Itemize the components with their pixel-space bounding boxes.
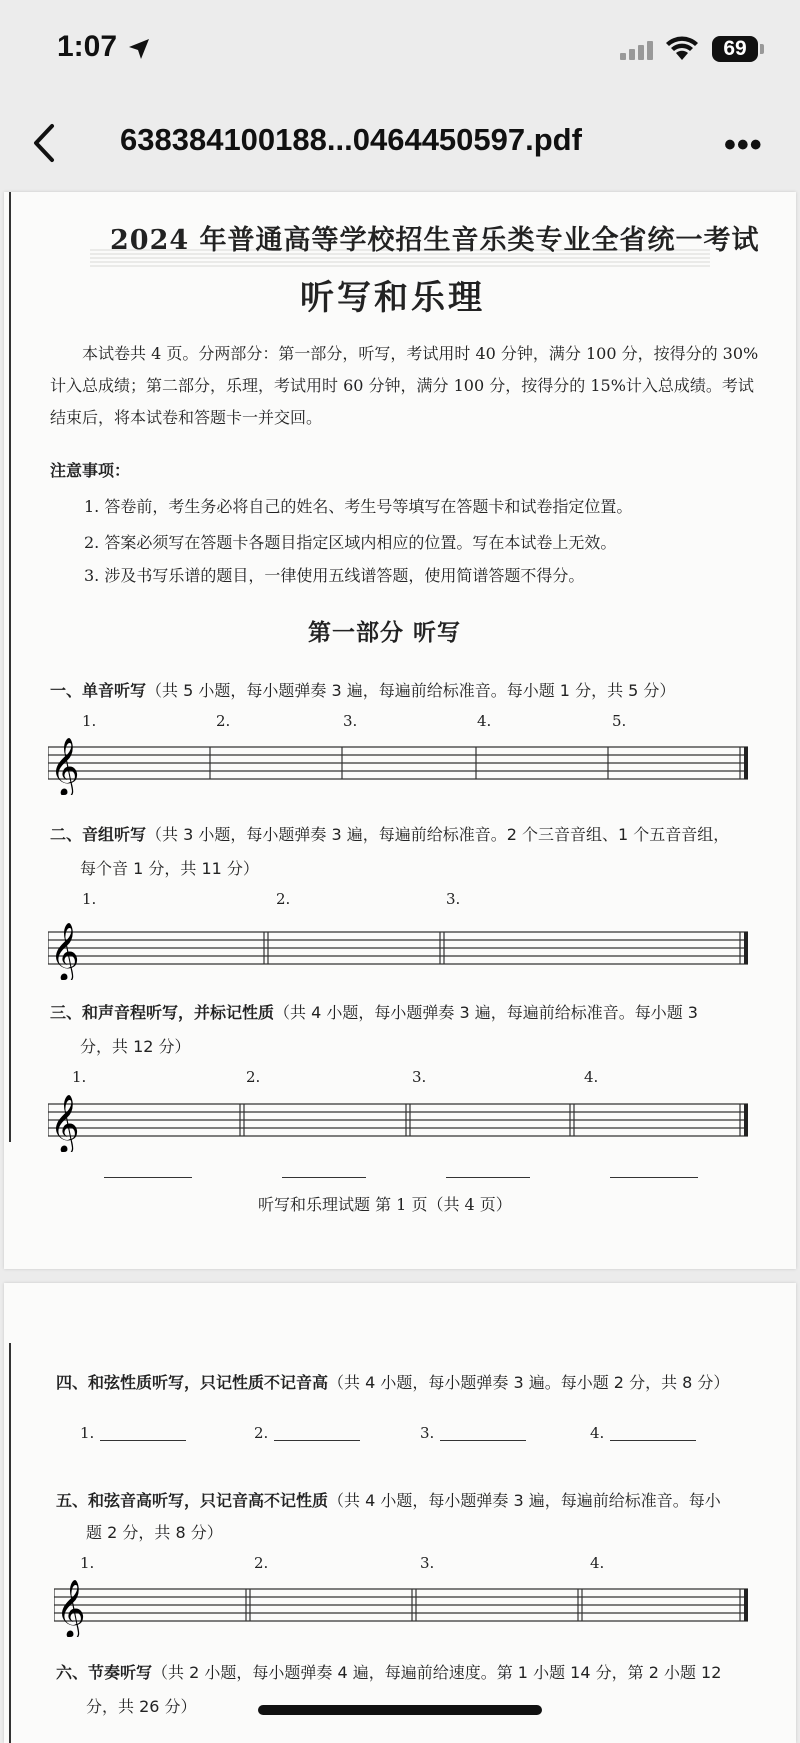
treble-clef-icon: 𝄞 [56, 1579, 86, 1637]
question-2-heading: 二、音组听写（共 3 小题，每小题弹奏 3 遍，每遍前给标准音。2 个三音音组、1 个五音音组， [50, 825, 730, 844]
answer-number: 4. [590, 1424, 605, 1442]
answer-number: 3. [343, 712, 358, 730]
answer-number: 2. [276, 890, 291, 908]
answer-blank [282, 1177, 366, 1178]
answer-number: 2. [216, 712, 231, 730]
answer-number: 2. [246, 1068, 261, 1086]
wifi-icon [665, 36, 699, 62]
answer-blank [100, 1440, 186, 1441]
notice-item: 1. 答卷前，考生务必将自己的姓名、考生号等填写在答题卡和试卷指定位置。 [84, 497, 633, 516]
music-staff [54, 1575, 754, 1637]
treble-clef-icon: 𝄞 [50, 737, 80, 795]
page-edge-line [9, 192, 11, 1142]
answer-number: 1. [72, 1068, 87, 1086]
treble-clef-icon: 𝄞 [50, 922, 80, 980]
battery-tip [760, 44, 764, 54]
answer-blank [104, 1177, 192, 1178]
question-6-detail: 分，共 26 分） [86, 1697, 197, 1716]
answer-number: 3. [420, 1554, 435, 1572]
question-2-detail: 每个音 1 分，共 11 分） [80, 859, 259, 878]
answer-number: 2. [254, 1554, 269, 1572]
page-edge-line [9, 1343, 11, 1743]
question-5-detail: 题 2 分，共 8 分） [86, 1523, 223, 1542]
exam-title: 2024 年普通高等学校招生音乐类专业全省统一考试 [110, 225, 760, 256]
answer-number: 4. [477, 712, 492, 730]
answer-number: 3. [420, 1424, 435, 1442]
answer-number: 4. [584, 1068, 599, 1086]
answer-number: 4. [590, 1554, 605, 1572]
cellular-signal-icon [620, 40, 654, 60]
more-options-button[interactable]: ••• [724, 126, 763, 164]
answer-number: 1. [82, 890, 97, 908]
answer-blank [274, 1440, 360, 1441]
subject-title: 听写和乐理 [300, 278, 485, 318]
answer-number: 1. [80, 1424, 95, 1442]
notice-heading: 注意事项： [50, 461, 131, 480]
document-title: 638384100188...0464450597.pdf [120, 122, 582, 157]
back-chevron-icon[interactable] [28, 118, 64, 168]
answer-number: 3. [412, 1068, 427, 1086]
answer-number: 1. [80, 1554, 95, 1572]
question-3-heading: 三、和声音程听写，并标记性质（共 4 小题，每小题弹奏 3 遍，每遍前给标准音。每小题 3 [50, 1003, 698, 1022]
music-staff [48, 733, 754, 795]
answer-number: 1. [82, 712, 97, 730]
intro-paragraph: 本试卷共 4 页。分两部分：第一部分，听写，考试用时 40 分钟，满分 100 分，按得分的 30%计入总成绩；第二部分，乐理，考试用时 60 分钟，满分 100 分，按得分的 15%计入总成绩。考试结束后，将本试卷和答题卡一并交回。 [50, 344, 759, 427]
question-1-heading: 一、单音听写（共 5 小题，每小题弹奏 3 遍，每遍前给标准音。每小题 1 分，共 5 分） [50, 681, 676, 700]
music-staff [48, 918, 754, 980]
answer-blank [446, 1177, 530, 1178]
battery-indicator: 69 [712, 36, 758, 62]
notice-item: 3. 涉及书写乐谱的题目，一律使用五线谱答题，使用简谱答题不得分。 [84, 566, 585, 585]
question-6-heading: 六、节奏听写（共 2 小题，每小题弹奏 4 遍，每遍前给速度。第 1 小题 14 分，第 2 小题 12 [56, 1663, 722, 1682]
treble-clef-icon: 𝄞 [50, 1094, 80, 1152]
answer-number: 3. [446, 890, 461, 908]
answer-blank [440, 1440, 526, 1441]
question-5-heading: 五、和弦音高听写，只记音高不记性质（共 4 小题，每小题弹奏 3 遍，每遍前给标准音。每小 [56, 1491, 721, 1510]
location-arrow-icon [128, 38, 150, 60]
notice-item: 2. 答案必须写在答题卡各题目指定区域内相应的位置。写在本试卷上无效。 [84, 533, 617, 552]
answer-number: 2. [254, 1424, 269, 1442]
question-3-detail: 分，共 12 分） [80, 1037, 191, 1056]
answer-number: 5. [612, 712, 627, 730]
part-title: 第一部分 听写 [308, 620, 462, 646]
clock: 1:07 [57, 30, 118, 63]
page-footer: 听写和乐理试题 第 1 页（共 4 页） [258, 1195, 512, 1214]
home-indicator[interactable] [258, 1705, 542, 1715]
music-staff [48, 1090, 754, 1152]
answer-blank [610, 1440, 696, 1441]
answer-blank [610, 1177, 698, 1178]
question-4-heading: 四、和弦性质听写，只记性质不记音高（共 4 小题，每小题弹奏 3 遍。每小题 2 分，共 8 分） [56, 1373, 730, 1392]
